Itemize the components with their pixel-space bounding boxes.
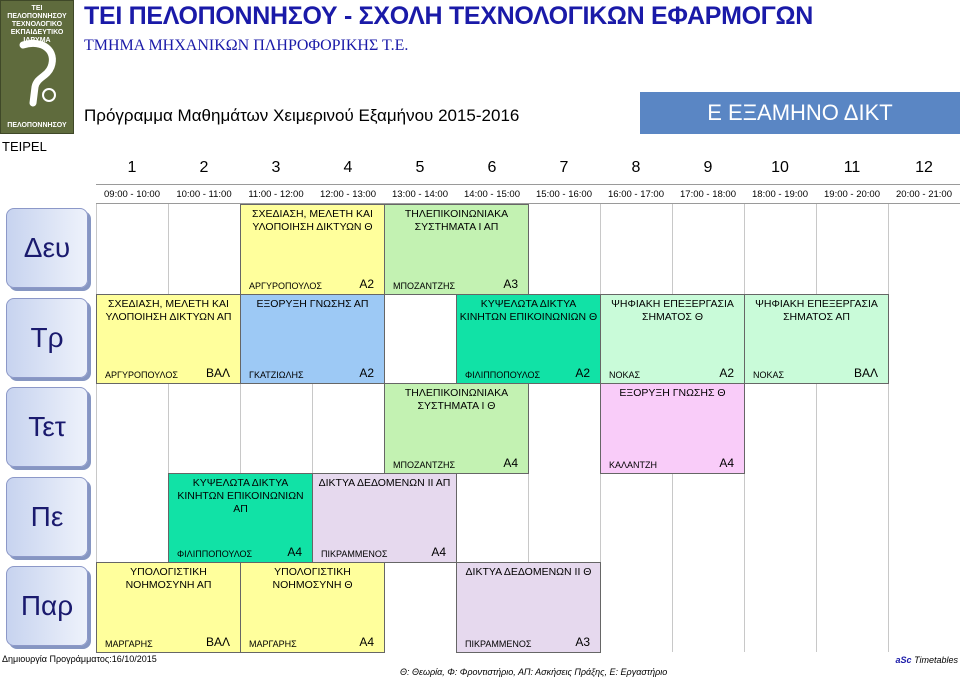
lesson-room: Α2 (719, 366, 734, 381)
period-number: 1 (127, 159, 137, 176)
lesson-teacher: ΜΠΟΖΑΝΤΖΗΣ (393, 280, 456, 291)
day-column (0, 204, 96, 652)
lesson-teacher: ΓΚΑΤΖΙΩΛΗΣ (249, 370, 304, 381)
lesson-subject: ΣΧΕΔΙΑΣΗ, ΜΕΛΕΤΗ ΚΑΙ ΥΛΟΠΟΙΗΣΗ ΔΙΚΤΥΩΝ ΑΠ (105, 297, 232, 323)
lesson-teacher: ΑΡΓΥΡΟΠΟΥΛΟΣ (105, 370, 178, 381)
lesson-teacher: ΚΑΛΑΝΤΖΗ (609, 459, 658, 470)
lesson-room: Α4 (719, 455, 734, 470)
institution-label: TEIPEL (2, 139, 47, 154)
period-number: 10 (771, 159, 789, 176)
lesson-subject: ΚΥΨΕΛΩΤΑ ΔΙΚΤΥΑ ΚΙΝΗΤΩΝ ΕΠΙΚΟΙΝΩΝΙΩΝ Θ (459, 297, 598, 323)
lesson-cell[interactable] (384, 383, 529, 474)
period-time: 09:00 - 10:00 (104, 188, 160, 200)
lesson-room: Α4 (503, 455, 518, 470)
main-title: ΤΕΙ ΠΕΛΟΠΟΝΝΗΣΟΥ - ΣΧΟΛΗ ΤΕΧΝΟΛΟΓΙΚΩΝ ΕΦΑΡΜΟΓΩΝ (84, 2, 813, 30)
period-time: 15:00 - 16:00 (536, 188, 592, 200)
period-number: 4 (343, 159, 353, 176)
lesson-room: Α2 (359, 276, 374, 291)
lesson-cell[interactable] (384, 204, 529, 295)
semester-banner: Ε ΕΞΑΜΗΝΟ ΔΙΚΤ (640, 92, 960, 134)
lesson-teacher: ΜΑΡΓΑΡΗΣ (105, 638, 153, 649)
lesson-room: ΒΑΛ (853, 366, 878, 381)
day-label: Τετ (6, 387, 88, 467)
lesson-teacher: ΝΟΚΑΣ (609, 370, 641, 381)
period-time: 13:00 - 14:00 (392, 188, 448, 200)
day-label: Πε (6, 477, 88, 557)
lesson-room: Α2 (359, 366, 374, 381)
brand-link[interactable] (896, 655, 958, 665)
lesson-room: Α4 (431, 545, 446, 560)
lesson-room: Α4 (359, 634, 374, 649)
period-number: 5 (415, 159, 425, 176)
period-time: 14:00 - 15:00 (464, 188, 520, 200)
lesson-cell[interactable] (312, 473, 457, 564)
header-divider (96, 184, 960, 185)
day-label: Τρ (6, 298, 88, 378)
grid-column-line (816, 204, 817, 652)
lesson-cell[interactable] (240, 562, 385, 653)
lesson-teacher: ΦΙΛΙΠΠΟΠΟΥΛΟΣ (177, 549, 253, 560)
lesson-subject: ΤΗΛΕΠΙΚΟΙΝΩΝΙΑΚΑ ΣΥΣΤΗΜΑΤΑ Ι ΑΠ (404, 208, 509, 233)
period-time: 17:00 - 18:00 (680, 188, 736, 200)
logo-bottom-text: ΠΕΛΟΠΟΝΝΗΣΟΥ (7, 122, 67, 129)
lesson-cell[interactable] (168, 473, 313, 564)
lesson-teacher: ΜΠΟΖΑΝΤΖΗΣ (393, 459, 456, 470)
created-date: Δημιουργία Προγράμματος:16/10/2015 (2, 654, 157, 664)
lesson-subject: ΥΠΟΛΟΓΙΣΤΙΚΗ ΝΟΗΜΟΣΥΝΗ Θ (272, 566, 353, 592)
lesson-teacher: ΝΟΚΑΣ (753, 370, 785, 381)
lesson-subject: ΥΠΟΛΟΓΙΣΤΙΚΗ ΝΟΗΜΟΣΥΝΗ ΑΠ (125, 566, 212, 592)
lesson-teacher: ΦΙΛΙΠΠΟΠΟΥΛΟΣ (465, 370, 541, 381)
period-time: 18:00 - 19:00 (752, 188, 808, 200)
grid-column-line (888, 204, 889, 652)
period-time: 19:00 - 20:00 (824, 188, 880, 200)
period-number: 2 (199, 159, 209, 176)
institution-logo (0, 0, 74, 134)
lesson-room: ΒΑΛ (205, 634, 230, 649)
lesson-subject: ΕΞΟΡΥΞΗ ΓΝΩΣΗΣ ΑΠ (256, 297, 369, 310)
period-number: 9 (703, 159, 713, 176)
lesson-room: Α3 (503, 276, 518, 291)
period-time: 20:00 - 21:00 (896, 188, 952, 200)
period-time: 12:00 - 13:00 (320, 188, 376, 200)
legend-text: Θ: Θεωρία, Φ: Φροντιστήριο, ΑΠ: Ασκήσεις Πράξης, Ε: Εργαστήριο (400, 667, 668, 677)
lesson-cell[interactable] (600, 383, 745, 474)
lesson-cell[interactable] (96, 294, 241, 385)
period-time: 16:00 - 17:00 (608, 188, 664, 200)
lesson-teacher: ΠΙΚΡΑΜΜΕΝΟΣ (465, 638, 532, 649)
period-number: 12 (915, 159, 933, 176)
lesson-subject: ΣΧΕΔΙΑΣΗ, ΜΕΛΕΤΗ ΚΑΙ ΥΛΟΠΟΙΗΣΗ ΔΙΚΤΥΩΝ Θ (252, 208, 373, 233)
period-number: 3 (271, 159, 281, 176)
lesson-cell[interactable] (744, 294, 889, 385)
period-time: 10:00 - 11:00 (176, 188, 232, 200)
lesson-subject: ΔΙΚΤΥΑ ΔΕΔΟΜΕΝΩΝ ΙΙ ΑΠ (318, 476, 451, 489)
lesson-teacher: ΜΑΡΓΑΡΗΣ (249, 638, 297, 649)
program-title: Πρόγραμμα Μαθημάτων Χειμερινού Εξαμήνου 2015-2016 (84, 106, 520, 125)
period-time: 11:00 - 12:00 (248, 188, 304, 200)
lesson-room: Α2 (575, 366, 590, 381)
day-label: Δευ (6, 208, 88, 288)
lesson-teacher: ΠΙΚΡΑΜΜΕΝΟΣ (321, 549, 388, 560)
period-number: 7 (559, 159, 569, 176)
period-number: 11 (843, 159, 861, 176)
brand-prefix: aSc (895, 655, 912, 665)
lesson-subject: ΤΗΛΕΠΙΚΟΙΝΩΝΙΑΚΑ ΣΥΣΤΗΜΑΤΑ Ι Θ (404, 387, 509, 413)
logo-top-text: ΤΕΙ ΠΕΛΟΠΟΝΝΗΣΟΥ ΤΕΧΝΟΛΟΓΙΚΟ ΕΚΠΑΙΔΕΥΤΙΚΟ ΙΔΡΥΜΑ (7, 5, 67, 44)
lesson-subject: ΨΗΦΙΑΚΗ ΕΠΕΞΕΡΓΑΣΙΑ ΣΗΜΑΤΟΣ ΑΠ (755, 297, 878, 323)
lesson-room: ΒΑΛ (205, 366, 230, 381)
lesson-subject: ΚΥΨΕΛΩΤΑ ΔΙΚΤΥΑ ΚΙΝΗΤΩΝ ΕΠΙΚΟΙΝΩΝΙΩΝ ΑΠ (177, 476, 304, 515)
period-number: 6 (487, 159, 497, 176)
lesson-room: Α3 (575, 634, 590, 649)
lesson-cell[interactable] (240, 294, 385, 385)
lesson-teacher: ΑΡΓΥΡΟΠΟΥΛΟΣ (249, 280, 322, 291)
lesson-cell[interactable] (96, 562, 241, 653)
logo-emblem-icon (13, 37, 63, 107)
day-label: Παρ (6, 566, 88, 646)
department-title: ΤΜΗΜΑ ΜΗΧΑΝΙΚΩΝ ΠΛΗΡΟΦΟΡΙΚΗΣ Τ.Ε. (84, 37, 409, 54)
lesson-cell[interactable] (456, 562, 601, 653)
brand-suffix: Timetables (911, 655, 958, 665)
lesson-subject: ΨΗΦΙΑΚΗ ΕΠΕΞΕΡΓΑΣΙΑ ΣΗΜΑΤΟΣ Θ (611, 297, 734, 323)
lesson-subject: ΔΙΚΤΥΑ ΔΕΔΟΜΕΝΩΝ ΙΙ Θ (465, 566, 592, 579)
lesson-room: Α4 (287, 545, 302, 560)
period-number: 8 (631, 159, 641, 176)
lesson-subject: ΕΞΟΡΥΞΗ ΓΝΩΣΗΣ Θ (619, 387, 726, 400)
lesson-cell[interactable] (600, 294, 745, 385)
lesson-cell[interactable] (240, 204, 385, 295)
lesson-cell[interactable] (456, 294, 601, 385)
